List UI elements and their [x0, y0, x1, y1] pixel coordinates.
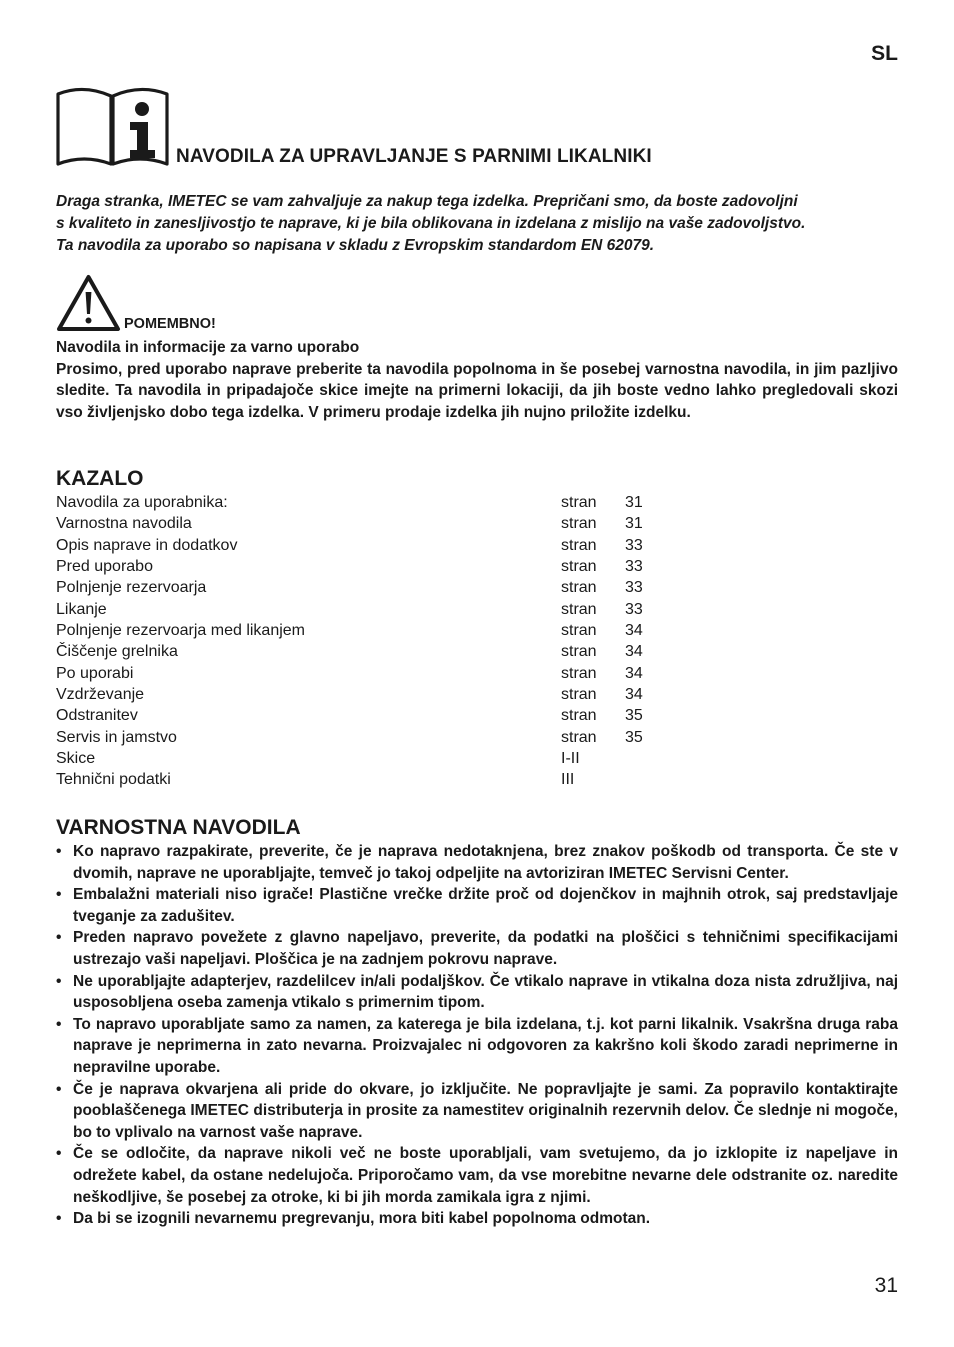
- list-item: [56, 1143, 898, 1208]
- bullet-icon: •: [56, 886, 62, 904]
- toc-row: [56, 535, 676, 556]
- list-item: [56, 1014, 898, 1079]
- toc-label: Opis naprave in dodatkov: [56, 536, 238, 554]
- toc-label: Varnostna navodila: [56, 515, 192, 533]
- toc-stran: stran: [561, 579, 597, 597]
- toc-label: Likanje: [56, 600, 107, 618]
- toc-label: Servis in jamstvo: [56, 728, 177, 746]
- toc-label: Pred uporabo: [56, 558, 153, 576]
- bullet-icon: •: [56, 972, 62, 990]
- toc-stran: stran: [561, 643, 597, 661]
- toc-row: [56, 556, 676, 577]
- safe-use-section: [56, 337, 898, 423]
- toc-label: Polnjenje rezervoarja: [56, 579, 207, 597]
- toc-page: 35: [625, 728, 643, 746]
- intro-text: [56, 191, 898, 257]
- bullet-icon: •: [56, 929, 62, 947]
- page-number: 31: [874, 1274, 898, 1297]
- list-item-text: Ko napravo razpakirate, preverite, če je naprava nedotaknjena, brez znakov poškodb od transporta. Če ste v dvomih, naprave ne uporabljajte, temveč jo takoj odpeljite na avtoriziran IMETEC Servisni Center.: [73, 843, 898, 882]
- toc-title: KAZALO: [56, 467, 144, 490]
- toc-label: Odstranitev: [56, 707, 138, 725]
- toc-stran: stran: [561, 664, 597, 682]
- safety-title: VARNOSTNA NAVODILA: [56, 816, 301, 839]
- toc-label: Po uporabi: [56, 664, 134, 682]
- list-item: [56, 1208, 898, 1230]
- manual-info-icon: [56, 84, 170, 166]
- warning-triangle-icon: [56, 274, 121, 332]
- toc-page: 33: [625, 600, 643, 618]
- toc-page: 31: [625, 515, 643, 533]
- toc-label: Skice: [56, 750, 96, 768]
- bullet-icon: •: [56, 843, 62, 860]
- list-item: [56, 971, 898, 1014]
- list-item-text: Če je naprava okvarjena ali pride do okvare, jo izključite. Ne popravljajte je sami. Za popravilo kontaktirajte pooblaščenega IMETEC distributerja in prosite za namestitev originalnih rezervnih delov. Če slednje ni mogoče, bo to vplivalo na varnost vaše naprave.: [73, 1080, 898, 1141]
- toc-row: [56, 663, 676, 684]
- toc-row: [56, 577, 676, 598]
- list-item-text: Embalažni materiali niso igrače! Plastične vrečke držite proč od dojenčkov in majhnih otrok, saj predstavljaje tveganje za zadušitev.: [73, 886, 898, 925]
- toc-row: [56, 492, 676, 513]
- toc-stran: stran: [561, 515, 597, 533]
- intro-line: s kvaliteto in zanesljivostjo te naprave, ki je bila oblikovana in izdelana z mislijo na vaše zadovoljstvo.: [56, 215, 806, 232]
- list-item: [56, 1079, 898, 1144]
- bullet-icon: •: [56, 1145, 62, 1163]
- toc-stran: stran: [561, 494, 597, 511]
- toc-page: 34: [625, 664, 643, 682]
- toc-stran: stran: [561, 707, 597, 725]
- safe-use-text: Prosimo, pred uporabo naprave preberite ta navodila popolnoma in še posebej varnostna navodila, in jim pazljivo sledite. Ta navodila in pripadajoče skice imejte na primerni lokaciji, da jih boste vedno lahko pregledovali skozi vso življenjsko dobo tega izdelka. V primeru prodaje izdelka jih nujno priložite izdelku.: [56, 360, 898, 421]
- toc-page: 31: [625, 494, 643, 511]
- toc-row: [56, 513, 676, 534]
- list-item: [56, 841, 898, 884]
- toc-row: [56, 748, 676, 769]
- safe-use-subtitle: Navodila in informacije za varno uporabo: [56, 339, 360, 356]
- toc-stran: I-II: [561, 750, 580, 768]
- toc-row: [56, 641, 676, 662]
- toc-page: 35: [625, 707, 643, 725]
- toc-label: Vzdrževanje: [56, 686, 145, 704]
- bullet-icon: •: [56, 1015, 62, 1033]
- toc-row: [56, 684, 676, 705]
- safety-list: [56, 841, 898, 1230]
- toc-page: 34: [625, 622, 643, 640]
- toc-label: Polnjenje rezervoarja med likanjem: [56, 622, 306, 640]
- intro-line: Ta navodila za uporabo so napisana v skladu z Evropskim standardom EN 62079.: [56, 237, 655, 254]
- toc-page: 34: [625, 686, 643, 704]
- toc-stran: stran: [561, 536, 597, 554]
- toc-stran: III: [561, 771, 575, 789]
- toc-page: 33: [625, 558, 643, 576]
- important-label: POMEMBNO!: [124, 316, 216, 332]
- list-item-text: To napravo uporabljate samo za namen, za katerega je bila izdelana, t.j. kot parni likalnik. Vsakršna druga raba naprave je neprimerna in zato nevarna. Proizvajalec ni odgovoren za kakršno koli škodo zaradi neprimerne in nepravilne uporabe.: [73, 1015, 898, 1076]
- toc-page: 34: [625, 643, 643, 661]
- language-code: SL: [871, 42, 898, 65]
- toc-stran: stran: [561, 622, 597, 640]
- list-item-text: Ne uporabljajte adapterjev, razdelilcev in/ali podaljškov. Če vtikalo naprave in vtikalna doza nista združljiva, naj usposobljena oseba zamenja vtikalo s primernim tipom.: [73, 972, 898, 1012]
- toc-stran: stran: [561, 686, 597, 704]
- toc-row: [56, 620, 676, 641]
- toc-row: [56, 599, 676, 620]
- toc-stran: stran: [561, 558, 597, 576]
- toc-stran: stran: [561, 728, 597, 746]
- toc-row: [56, 769, 676, 790]
- intro-line: Draga stranka, IMETEC se vam zahvaljuje za nakup tega izdelka. Prepričani smo, da boste zadovoljni: [56, 193, 798, 210]
- list-item: [56, 927, 898, 970]
- toc-label: Tehnični podatki: [56, 771, 171, 789]
- toc-page: 33: [625, 579, 643, 597]
- toc-row: [56, 705, 676, 726]
- list-item-text: Preden napravo povežete z glavno napeljavo, preverite, da podatki na ploščici s tehničnimi specifikacijami ustrezajo vaši napeljavi. Ploščica je na zadnjem pokrovu naprave.: [73, 929, 898, 968]
- bullet-icon: •: [56, 1210, 62, 1228]
- toc-page: 33: [625, 536, 643, 554]
- toc-row: [56, 727, 676, 748]
- list-item: [56, 884, 898, 927]
- document-title: NAVODILA ZA UPRAVLJANJE S PARNIMI LIKALNIKI: [176, 146, 652, 167]
- toc-label: Čiščenje grelnika: [56, 643, 178, 661]
- table-of-contents: [56, 492, 676, 791]
- list-item-text: Če se odločite, da naprave nikoli več ne boste uporabljali, vam svetujemo, da jo izklopite iz napeljave in odrežete kabel, da ostane nedelujoča. Priporočamo vam, da vse morebitne nevarne dele odstranite oz. naredite neškodljive, še posebej za otroke, ki bi jih morda zamikala igra z njimi.: [73, 1145, 898, 1206]
- list-item-text: Da bi se izognili nevarnemu pregrevanju, mora biti kabel popolnoma odmotan.: [73, 1210, 651, 1228]
- toc-label: Navodila za uporabnika:: [56, 494, 228, 511]
- bullet-icon: •: [56, 1080, 62, 1098]
- toc-stran: stran: [561, 600, 597, 618]
